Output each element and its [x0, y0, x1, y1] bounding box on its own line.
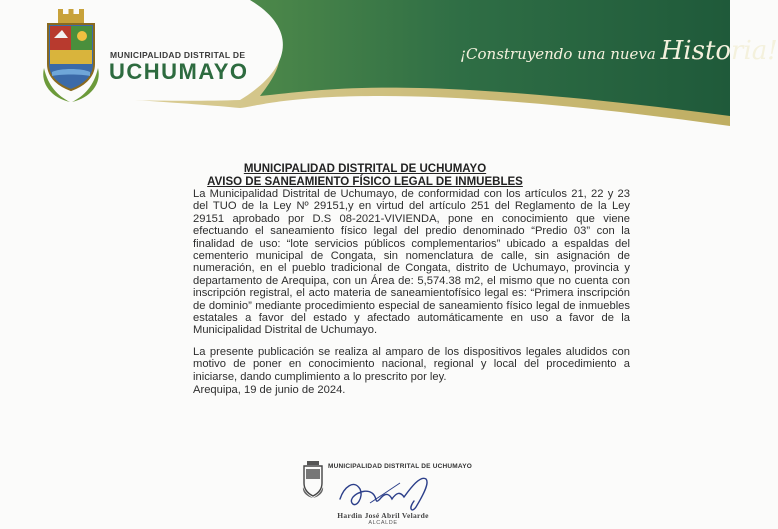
- title-line-2: AVISO DE SANEAMIENTO FÍSICO LEGAL DE INMUEBLES: [207, 176, 523, 188]
- title-line-1: MUNICIPALIDAD DISTRITAL DE UCHUMAYO: [243, 163, 487, 175]
- entity-name-small: MUNICIPALIDAD DISTRITAL DE: [110, 50, 246, 60]
- entity-name-large: UCHUMAYO: [109, 59, 249, 84]
- notice-body: [193, 188, 630, 406]
- municipal-seal-icon: [300, 459, 326, 499]
- paragraph-main: La Municipalidad Distrital de Uchumayo, de conformidad con los artículos 21, 22 y 23 del TUO de la Ley Nº 29151,y en virtud del artículo 251 del Reglamento de la Ley 29151 aprobado por D.S 08-2021-VIVIENDA, pone en conocimiento que viene efectuando el saneamiento físico legal del predio denominado “Predio 03” con la finalidad de uso: “lote servicios públicos complementarios” ubicado a espaldas del cementerio municipal de Congata, sin nomenclatura de calle, sin asignación de numeración, en el pueblo tradicional de Congata, distrito de Uchumayo, provincia y departamento de Arequipa, con un Área de: 5,574.38 m2, el mismo que no cuenta con inscripción registral, el acto materia de saneamientofísico legal es: “Primera inscripción de dominio” mediante procedimiento especial de saneamiento físico legal de inmuebles estatales a favor del estado y afectado automáticamente en uso a favor de la Municipalidad Distrital de Uchumayo.: [193, 188, 630, 337]
- letterhead-banner: [0, 0, 778, 130]
- notice-title: [0, 163, 730, 189]
- slogan-lead: ¡Construyendo una nueva: [460, 45, 656, 63]
- slogan-main: Historia!: [660, 36, 778, 66]
- signatory-name: Hardin José Abril Velarde: [337, 511, 429, 520]
- slogan: [460, 36, 778, 66]
- signature-entity: MUNICIPALIDAD DISTRITAL DE UCHUMAYO: [328, 463, 472, 470]
- notice-date: Arequipa, 19 de junio de 2024.: [193, 384, 346, 397]
- handwritten-signature: [330, 469, 450, 515]
- signatory-role: ALCALDE: [368, 520, 398, 526]
- paragraph-secondary: La presente publicación se realiza al amparo de los dispositivos legales aludidos con motivo de poner en conocimiento nacional, regional y local del procedimiento a iniciarse, dando cumplimiento a lo prescrito por ley.: [193, 345, 630, 383]
- coat-of-arms-icon: [38, 8, 104, 106]
- signature-block: [300, 455, 480, 529]
